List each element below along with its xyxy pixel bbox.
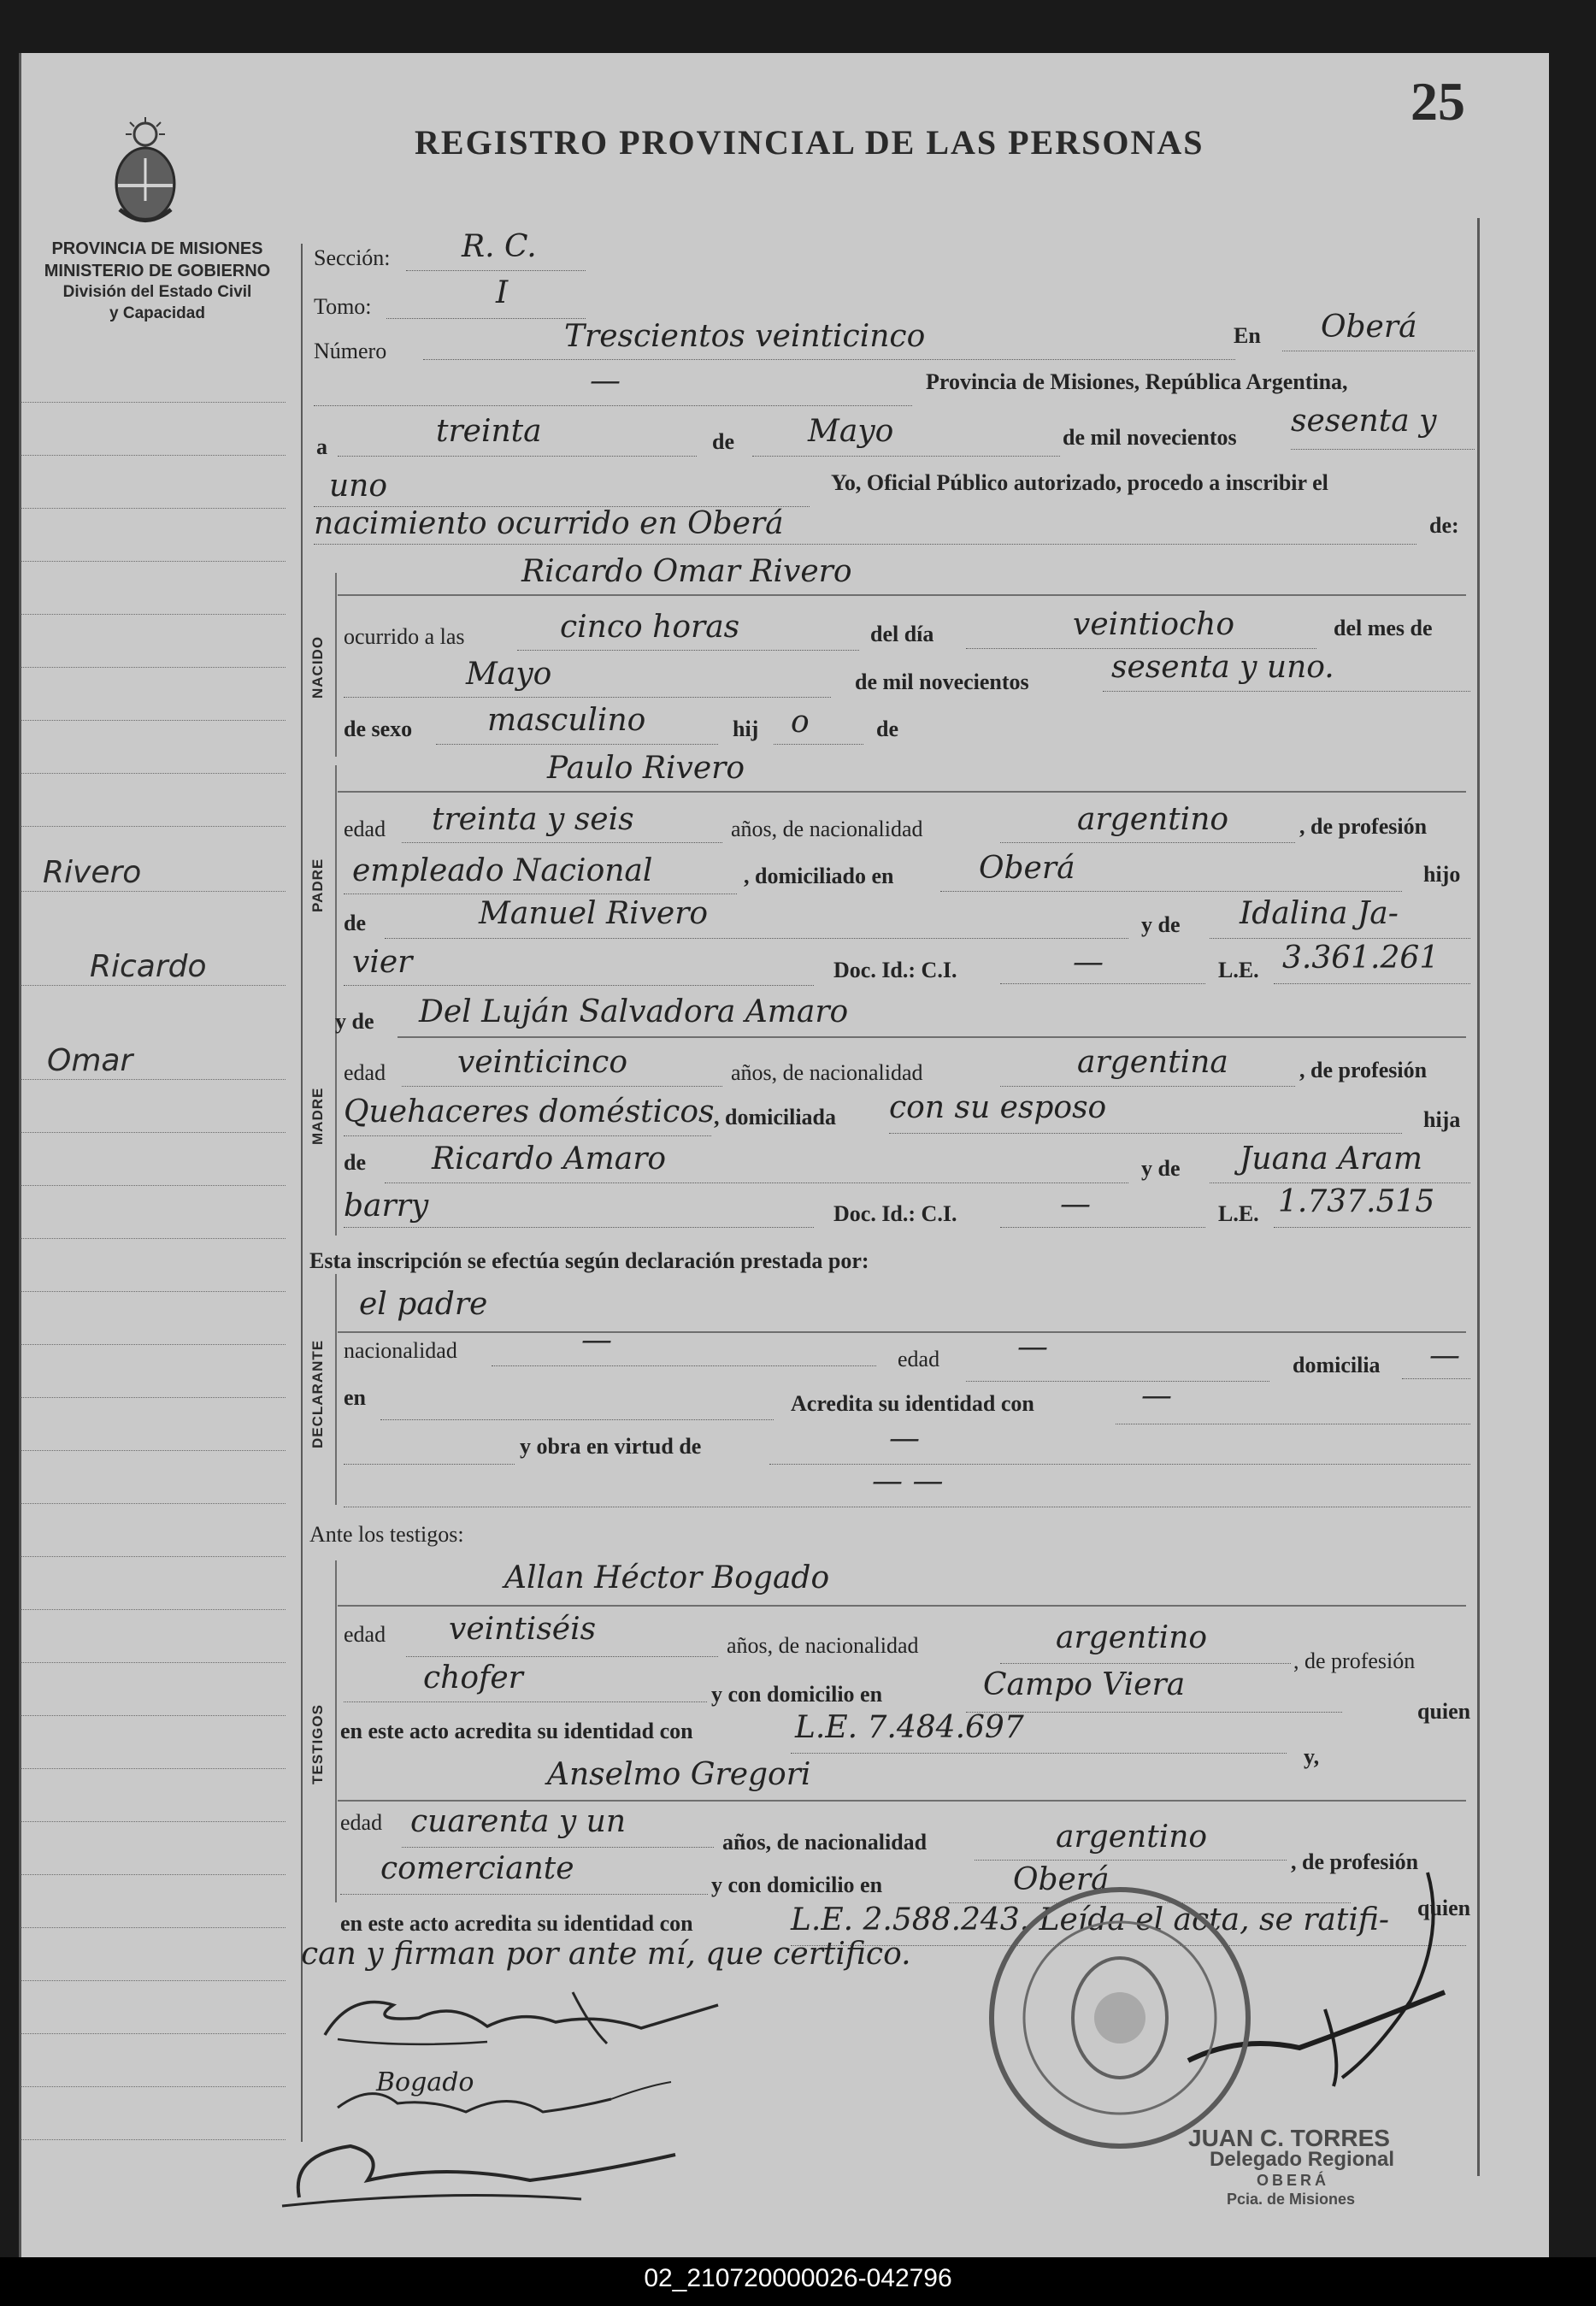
testigo1-prof-value: chofer [423,1660,523,1696]
margin-line [21,1238,286,1239]
madre-profesion-label: , de profesión [1299,1058,1428,1082]
margin-line [21,1556,286,1557]
madre-doc-value: — [1060,1187,1091,1222]
padre-doc-label: Doc. Id.: C.I. [833,958,957,982]
madre-edad-line [402,1086,722,1087]
margin-line [21,1662,286,1663]
testigo2-acredita-value: L.E. 2.588.243. Leída el acta, se ratifi- [791,1902,1390,1937]
testigo2-prof-value: comerciante [380,1851,574,1886]
margin-line [21,1715,286,1716]
testigo2-nac-label: años, de nacionalidad [722,1830,928,1855]
padre-nacionalidad-value: argentino [1077,802,1229,837]
padre-abuela: Idalina Ja- [1240,896,1399,931]
division-name-2: y Capacidad [109,304,205,322]
margin-line [21,1927,286,1928]
numero-line [423,359,1235,360]
stamp-title: Delegado Regional [1210,2148,1395,2171]
padre-profesion-value: empleado Nacional [352,853,653,888]
section-bar [335,1005,337,1236]
seccion-value: R. C. [462,229,537,264]
testigo1-edad-value: veintiséis [449,1612,597,1647]
mil-label: de mil novecientos [855,669,1029,694]
margin-surname: Rivero [43,855,142,890]
testigos-intro: Ante los testigos: [309,1522,464,1547]
declarante-acredita-label: Acredita su identidad con [791,1391,1034,1416]
sexo-line [436,744,718,745]
mes-value: Mayo [808,414,894,449]
padre-section-label: PADRE [309,858,326,912]
margin-line [21,1079,286,1080]
margin-line [21,826,286,827]
declarante-nombre-line [338,1331,1466,1333]
testigo2-nombre: Anselmo Gregori [547,1757,811,1792]
dia-line [966,648,1316,649]
testigo2-edad-label: edad [340,1810,383,1835]
padre-edad-value: treinta y seis [432,802,634,837]
padre-profesion-label: , de profesión [1299,814,1428,839]
testigo2-dom-value: Oberá [1013,1862,1110,1897]
de-label: de [712,429,734,454]
hij-value: o [791,705,810,740]
declarante-nacionalidad-label: nacionalidad [344,1338,457,1363]
numero-label: Número [314,339,387,363]
declarante-nombre: el padre [359,1287,488,1322]
testigo2-edad-value: cuarenta y un [410,1804,627,1839]
padre-domicilio-line [940,891,1402,892]
declarante-edad-line [966,1381,1269,1382]
margin-line [21,2086,286,2087]
padre-abuelo: Manuel Rivero [479,896,709,931]
issuing-authority [21,238,294,324]
margin-line [21,561,286,562]
declarante-section-label: DECLARANTE [309,1339,326,1448]
testigo1-dom-value: Campo Viera [983,1667,1186,1702]
declarante-virtud-label: y obra en virtud de [520,1434,702,1459]
padre-abuela-line [1210,938,1470,939]
mes-line [344,697,831,698]
sexo-label: de sexo [344,717,413,741]
testigo1-edad-label: edad [344,1622,386,1647]
padre-edad-label: edad [344,817,386,841]
testigo1-acredita-label: en este acto acredita su identidad con [340,1719,693,1743]
madre-abuela-line [1210,1182,1470,1183]
margin-line [21,508,286,509]
madre-domicilio-label: , domiciliada [714,1105,837,1129]
margin-line [21,1609,286,1610]
declarante-edad-value: — [1017,1330,1048,1365]
image-caption: 02_210720000026-042796 [644,2264,952,2292]
padre-edad-line [402,842,722,843]
anio-value: sesenta y [1291,404,1437,439]
en-label: En [1234,323,1261,348]
stamp-province: Pcia. de Misiones [1227,2191,1356,2208]
section-bar [335,573,337,757]
hecho-value: nacimiento ocurrido en Oberá [314,506,784,541]
madre-doc-label: Doc. Id.: C.I. [833,1201,957,1226]
madre-de-line [385,1182,1128,1183]
padre-nombre-line [338,791,1466,793]
ocurrido-label: ocurrido a las [344,624,465,649]
madre-le-value: 1.737.515 [1278,1184,1435,1219]
margin-line [21,455,286,456]
madre-domicilio-line [889,1133,1402,1134]
anio-value-2: uno [329,469,388,504]
province-name: PROVINCIA DE MISIONES [51,239,263,258]
testigo1-prof-label: , de profesión [1293,1648,1416,1673]
testigo2-prof-line [340,1894,708,1895]
quien-label: quien [1417,1699,1471,1724]
nombre-line [338,594,1466,596]
testigo1-acredita-value: L.E. 7.484.697 [795,1710,1024,1745]
a-label: a [316,434,327,459]
padre-y-de-label: y de [1141,912,1181,937]
padre-hijo-label: hijo [1423,862,1461,887]
padre-nombre: Paulo Rivero [547,751,745,786]
signature-testigo-name: Bogado [376,2067,474,2097]
testigo1-nac-line [1000,1663,1291,1664]
margin-line [21,1503,286,1504]
madre-y-de-label-2: y de [1141,1156,1181,1181]
declarante-acredita-value: — [1141,1378,1172,1413]
de-colon: de: [1429,513,1459,538]
tomo-value: I [496,275,509,310]
hora-value: cinco horas [560,610,740,645]
madre-domicilio-value: con su esposo [889,1090,1107,1125]
margin-line [21,1874,286,1875]
testigo2-nac-line [975,1860,1287,1861]
stamp-name: JUAN C. TORRES [1188,2125,1390,2151]
y-label: y, [1304,1744,1320,1769]
dia-value: veintiocho [1073,607,1235,642]
mil-label: de mil novecientos [1063,425,1237,450]
document-title: REGISTRO PROVINCIAL DE LAS PERSONAS [415,123,1204,162]
testigo2-acredita-label: en este acto acredita su identidad con [340,1911,693,1936]
margin-divider [301,244,303,2142]
margin-line [21,1397,286,1398]
madre-nacionalidad-line [1000,1086,1295,1087]
anio-line [1291,449,1475,450]
seccion-line [406,270,586,271]
margin-line [21,614,286,615]
seccion-label: Sección: [314,245,391,270]
anio-value: sesenta y uno. [1111,650,1334,685]
madre-edad-label: edad [344,1060,386,1085]
yo-text: Yo, Oficial Público autorizado, procedo a inscribir el [831,470,1328,495]
testigo1-nac-value: argentino [1056,1620,1208,1655]
padre-le-label: L.E. [1218,958,1259,982]
declarante-domicilia-line [1402,1378,1470,1379]
declarante-en-line [380,1419,774,1420]
nacido-nombre: Ricardo Omar Rivero [521,554,852,589]
testigo1-acredita-line [791,1753,1287,1754]
testigo1-nac-label: años, de nacionalidad [727,1633,919,1658]
padre-le-value: 3.361.261 [1282,941,1440,976]
madre-y-de-label: y de [335,1009,374,1034]
padre-de-line [385,938,1128,939]
testigo2-edad-line [402,1847,714,1848]
madre-abuela: Juana Aram [1240,1141,1422,1177]
dia-value: treinta [436,414,542,449]
dia-line [338,456,697,457]
testigo1-dom-label: y con domicilio en [711,1682,883,1707]
madre-de-label: de [344,1150,366,1175]
hij-line [774,744,863,745]
margin-first-name: Ricardo [90,949,207,984]
declarante-edad-label: edad [898,1347,940,1371]
madre-abuela-line-2 [344,1227,814,1228]
testigo2-prof-label: , de profesión [1291,1849,1419,1874]
padre-abuela-line-2 [344,985,814,986]
mes-label: del mes de [1334,616,1433,640]
madre-doc-line [1000,1227,1205,1228]
coat-of-arms-icon [103,115,188,231]
de-label: de [876,717,898,741]
margin-line [21,2139,286,2140]
madre-hija-label: hija [1423,1107,1461,1132]
tomo-label: Tomo: [314,294,372,319]
padre-nacionalidad-label: años, de nacionalidad [731,817,923,841]
madre-edad-value: veinticinco [457,1045,628,1080]
hora-line [517,650,859,651]
margin-line [21,1450,286,1451]
testigo1-prof-line [344,1701,707,1702]
numero-value: Trescientos veinticinco [564,319,926,354]
section-bar [335,1274,337,1505]
madre-profesion-value: Quehaceres domésticos [344,1094,715,1129]
margin-line [21,1291,286,1292]
hij-label: hij [733,717,759,741]
signature-padre [316,1975,727,2056]
del-dia-label: del día [870,622,934,646]
madre-abuela-2: barry [344,1188,429,1224]
margin-line [21,1980,286,1981]
testigo1-nombre-line [338,1605,1466,1607]
sexo-value: masculino [487,703,646,738]
padre-de-label: de [344,911,366,935]
testigo1-edad-line [406,1656,718,1657]
declarante-nacionalidad-value: — [581,1323,612,1358]
padre-le-line [1274,983,1470,984]
margin-line [21,891,286,892]
section-bar [335,765,337,1013]
tomo-line [386,318,586,319]
testigos-section-label: TESTIGOS [309,1704,326,1784]
margin-line [21,1768,286,1769]
declarante-extra-value: — — [872,1464,944,1499]
anio-line [1103,691,1470,692]
margin-line [21,720,286,721]
padre-doc-line [1000,983,1205,984]
madre-nombre-line [398,1036,1466,1038]
stamp-city: OBERÁ [1257,2172,1330,2189]
margin-line [21,1821,286,1822]
margin-middle-name: Omar [47,1043,133,1078]
margin-line [21,1132,286,1133]
margin-line [21,1185,286,1186]
padre-domicilio-value: Oberá [979,851,1075,886]
page-number: 25 [1410,71,1465,132]
declarante-intro: Esta inscripción se efectúa según declaración prestada por: [309,1248,869,1273]
padre-doc-value: — [1073,945,1104,980]
mes-value: Mayo [466,657,552,692]
quien-label-2: quien [1417,1896,1471,1920]
signature-oficial [274,2120,718,2215]
margin-line [21,667,286,668]
cierre-text: can y firman por ante mí, que certifico. [301,1937,911,1972]
margin-line [21,1344,286,1345]
testigo2-nac-value: argentino [1056,1819,1208,1855]
blank-line [314,405,912,406]
declarante-en-label: en [344,1385,366,1410]
hecho-line [314,544,1416,545]
padre-nacionalidad-line [1000,842,1295,843]
section-bar [335,1560,337,1902]
testigo2-nombre-line [338,1800,1466,1802]
madre-le-label: L.E. [1218,1201,1259,1226]
madre-abuelo: Ricardo Amaro [432,1141,667,1177]
mes-line [752,456,1060,457]
madre-nombre: Del Luján Salvadora Amaro [419,994,849,1029]
margin-line [21,402,286,403]
margin-line [21,985,286,986]
blank-dash: — [590,363,621,398]
madre-le-line [1274,1227,1470,1228]
testigo2-dom-label: y con domicilio en [711,1873,883,1897]
division-name: División del Estado Civil [62,283,252,301]
provincia-text: Provincia de Misiones, República Argentina, [926,369,1348,394]
en-value: Oberá [1321,310,1417,345]
declarante-domicilia-label: domicilia [1293,1353,1381,1377]
official-stamp-icon [957,1873,1299,2163]
madre-section-label: MADRE [309,1087,326,1145]
declarante-virtud-value: — [889,1421,920,1456]
nacido-section-label: NACIDO [309,635,326,699]
declarante-virtud-line-a [344,1464,515,1465]
declarante-nacionalidad-line [492,1365,876,1366]
declarante-domicilia-value: — [1429,1338,1460,1373]
madre-nacionalidad-value: argentina [1077,1045,1228,1080]
signature-padre-name [368,1958,373,1959]
padre-domicilio-label: , domiciliado en [744,864,894,888]
madre-nacionalidad-label: años, de nacionalidad [731,1060,923,1085]
ministry-name: MINISTERIO DE GOBIERNO [44,262,271,280]
testigo1-nombre: Allan Héctor Bogado [504,1560,830,1595]
margin-line [21,773,286,774]
madre-profesion-line [344,1135,711,1136]
padre-abuela-2: vier [352,945,413,980]
margin-line [21,2033,286,2034]
